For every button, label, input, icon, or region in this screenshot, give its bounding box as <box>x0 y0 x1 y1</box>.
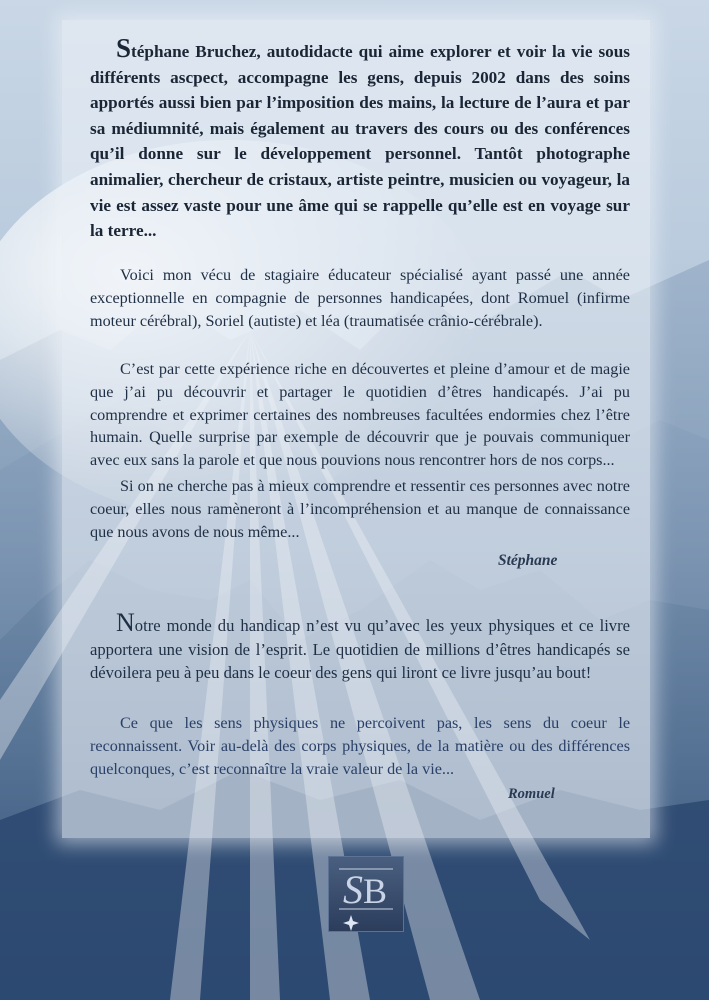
svg-text:S: S <box>343 867 363 912</box>
paragraph-handicap <box>90 608 630 685</box>
star-logo-icon <box>329 857 403 931</box>
publisher-logo <box>328 856 404 932</box>
signature-stephane: Stéphane <box>498 552 558 569</box>
svg-text:B: B <box>363 871 388 911</box>
paragraph-coeur: Si on ne cherche pas à mieux comprendre et ressentir ces personnes avec notre coeur, elles nous ramèneront à l’incompréhension et au manque de connaissance que nous avons de nous même... <box>90 477 630 541</box>
handicap-text: otre monde du handicap n’est vu qu’avec les yeux physiques et ce livre apportera une vision de l’esprit. Le quotidien de millions d’êtres handicapés se dévoilera peu à peu dans le coeur des gens qui liront ce livre jusqu’au bout! <box>90 616 630 683</box>
paragraph-experience: C’est par cette expérience riche en découvertes et pleine d’amour et de magie que j’ai pu découvrir et partager le quotidien d’êtres handicapés. J’ai pu comprendre et exprimer certaines des nombreuses facultées endormies chez l’être humain. Quelle surprise par exemple de découvrir que je pouvais communiquer avec eux sans la parole et que nous pouvions nous rencontrer hors de nos corps... <box>90 360 630 470</box>
signature-romuel: Romuel <box>508 786 555 802</box>
paragraph-stagiaire: Voici mon vécu de stagiaire éducateur spécialisé ayant passé une année exceptionnelle en compagnie de personnes handicapées, dont Romuel (infirme moteur cérébral), Soriel (autiste) et léa (traumatisée crânio-cérébrale). <box>90 266 630 330</box>
intro-paragraph <box>90 33 630 244</box>
paragraph-sens: Ce que les sens physiques ne percoivent pas, les sens du coeur le reconnaissent. Voir au-delà des corps physiques, de la matière ou des différences quelconques, c’est reconnaître la vraie valeur de la vie... <box>90 714 630 778</box>
drop-cap-n: N <box>116 608 135 637</box>
drop-cap-s: S <box>116 33 132 63</box>
intro-text: téphane Bruchez, autodidacte qui aime explorer et voir la vie sous différents ascpect, accompagne les gens, depuis 2002 dans des soins apportés aussi bien par l’imposition des mains, la lecture de l’aura et par sa médiumnité, mais également au travers des cours ou des conférences qu’il donne sur le développement personnel. Tantôt photographe animalier, chercheur de cristaux, artiste peintre, musicien ou voyageur, la vie est assez vaste pour une âme qui se rappelle qu’elle est en voyage sur la terre... <box>90 42 630 241</box>
